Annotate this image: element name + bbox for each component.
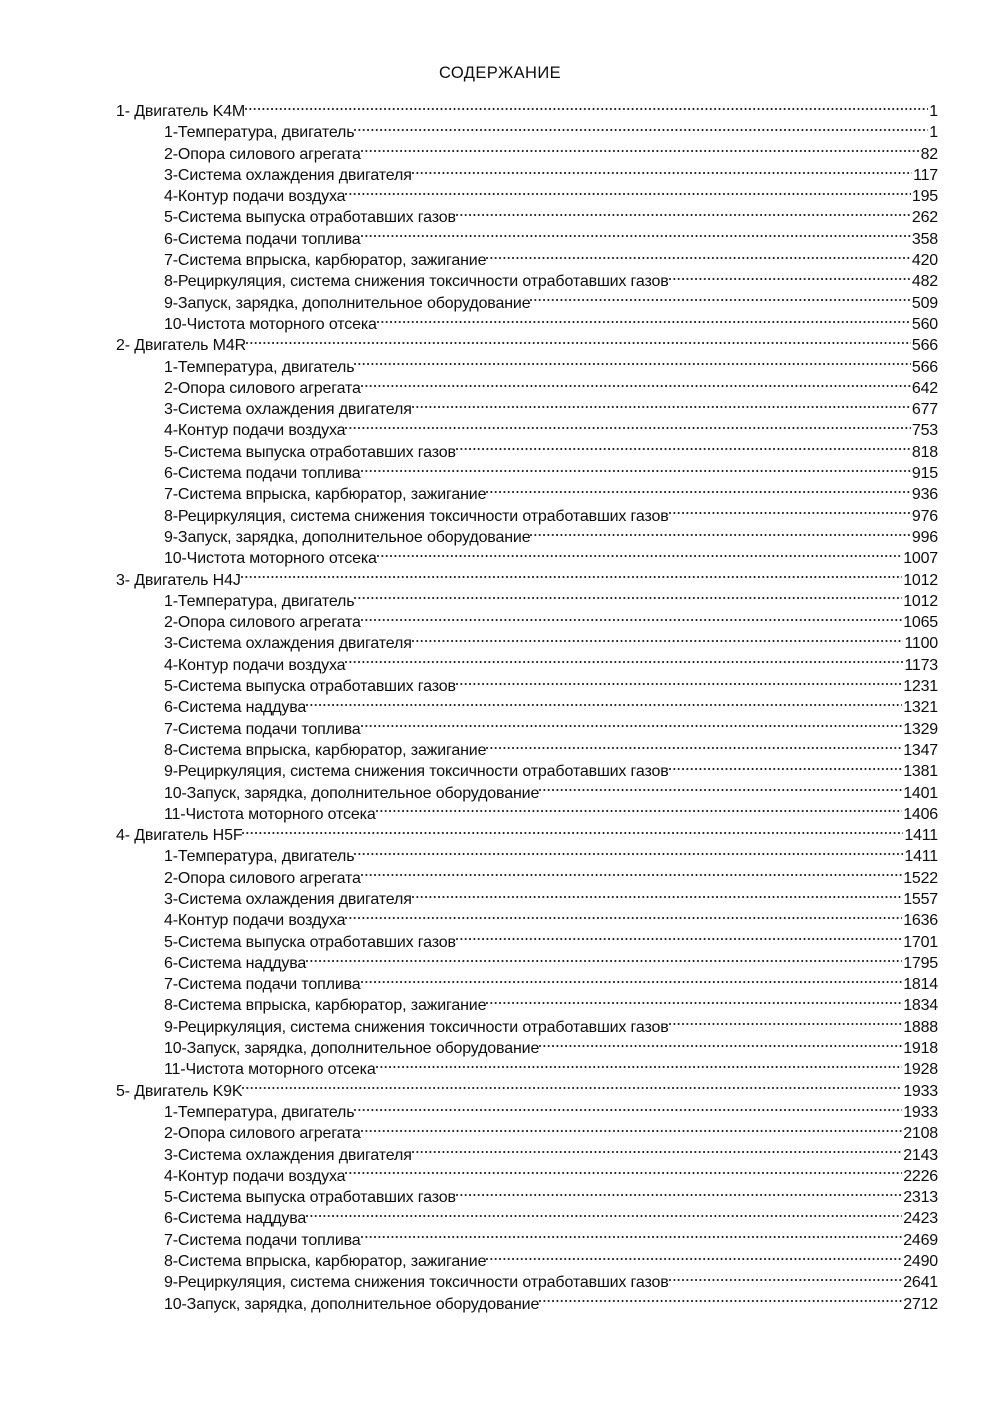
toc-entry-page-number: 195 — [911, 188, 938, 206]
toc-entry[interactable] — [0, 761, 1000, 782]
toc-entry-label: 5-Система выпуска отработавших газов — [164, 933, 456, 951]
toc-entry-label: 7-Система впрыска, карбюратор, зажигание — [164, 252, 487, 270]
toc-entry[interactable] — [0, 1123, 1000, 1144]
toc-entry-label: 9-Рециркуляция, система снижения токсичности отработавших газов — [164, 1018, 669, 1036]
toc-entry[interactable] — [0, 378, 1000, 399]
toc-entry-label: 1-Температура, двигатель — [164, 124, 355, 142]
toc-entry-page-number: 1012 — [903, 592, 938, 610]
toc-leader-dots — [377, 551, 902, 567]
toc-entry-label: 5-Система выпуска отработавших газов — [164, 443, 456, 461]
toc-entry-label: 2- Двигатель M4R — [116, 337, 246, 355]
toc-entry-page-number: 996 — [911, 528, 938, 546]
toc-leader-dots — [345, 423, 910, 439]
toc-leader-dots — [361, 381, 911, 397]
toc-entry[interactable] — [0, 868, 1000, 889]
toc-entry-label: 1-Температура, двигатель — [164, 848, 355, 866]
toc-entry-page-number: 1888 — [903, 1018, 938, 1036]
page-title: СОДЕРЖАНИЕ — [438, 64, 562, 82]
toc-leader-dots — [376, 1062, 903, 1078]
toc-leader-dots — [345, 657, 903, 673]
toc-entry-label: 9-Рециркуляция, система снижения токсичности отработавших газов — [164, 1274, 669, 1292]
toc-entry-label: 4- Двигатель H5F — [116, 827, 243, 845]
toc-leader-dots — [456, 1190, 902, 1206]
toc-entry[interactable] — [0, 1208, 1000, 1229]
toc-leader-dots — [245, 104, 928, 120]
toc-entry[interactable] — [0, 420, 1000, 441]
toc-entry-label: 3-Система охлаждения двигателя — [164, 166, 412, 184]
toc-entry-label: 2-Опора силового агрегата — [164, 379, 361, 397]
toc-entry[interactable] — [0, 165, 1000, 186]
toc-entry[interactable] — [0, 293, 1000, 314]
toc-entry-label: 10-Чистота моторного отсека — [164, 315, 377, 333]
toc-entry[interactable] — [0, 1059, 1000, 1080]
toc-entry-page-number: 976 — [911, 507, 938, 525]
toc-entry-page-number: 1918 — [903, 1040, 938, 1058]
toc-entry[interactable] — [0, 1017, 1000, 1038]
toc-leader-dots — [354, 593, 902, 609]
toc-leader-dots — [361, 1126, 902, 1142]
toc-entry-page-number: 2423 — [903, 1210, 938, 1228]
toc-entry[interactable] — [0, 357, 1000, 378]
toc-entry-label: 2-Опора силового агрегата — [164, 145, 361, 163]
toc-entry[interactable] — [0, 889, 1000, 910]
toc-entry-page-number: 566 — [911, 358, 938, 376]
toc-leader-dots — [354, 1105, 902, 1121]
toc-entry-page-number: 1795 — [903, 954, 938, 972]
toc-entry[interactable] — [0, 144, 1000, 165]
toc-entry-page-number: 1834 — [903, 997, 938, 1015]
toc-leader-dots — [669, 1019, 903, 1035]
toc-entry-page-number: 818 — [911, 443, 938, 461]
toc-leader-dots — [456, 210, 911, 226]
toc-entry-label: 3-Система охлаждения двигателя — [164, 890, 412, 908]
toc-entry-page-number: 1933 — [903, 1103, 938, 1121]
toc-leader-dots — [361, 870, 902, 886]
toc-entry[interactable] — [0, 1102, 1000, 1123]
toc-entry-label: 6-Система подачи топлива — [164, 465, 361, 483]
toc-leader-dots — [241, 572, 903, 588]
toc-leader-dots — [354, 125, 928, 141]
toc-entry-page-number: 915 — [911, 465, 938, 483]
toc-leader-dots — [456, 444, 911, 460]
toc-entry-label: 5-Система выпуска отработавших газов — [164, 1189, 456, 1207]
toc-leader-dots — [376, 806, 903, 822]
toc-leader-dots — [361, 977, 903, 993]
toc-entry-page-number: 2490 — [903, 1253, 938, 1271]
toc-entry-label: 7-Система подачи топлива — [164, 976, 361, 994]
toc-entry-label: 2-Опора силового агрегата — [164, 614, 361, 632]
toc-leader-dots — [242, 1083, 902, 1099]
toc-leader-dots — [539, 1296, 902, 1312]
toc-entry-page-number: 1411 — [904, 848, 938, 866]
toc-leader-dots — [306, 700, 902, 716]
toc-leader-dots — [669, 274, 911, 290]
toc-entry[interactable] — [0, 1145, 1000, 1166]
toc-leader-dots — [530, 295, 910, 311]
toc-leader-dots — [486, 998, 902, 1014]
toc-entry[interactable] — [0, 314, 1000, 335]
toc-entry[interactable] — [0, 1230, 1000, 1251]
toc-entry-page-number: 1928 — [903, 1061, 938, 1079]
toc-leader-dots — [361, 466, 911, 482]
toc-entry-label: 2-Опора силового агрегата — [164, 1125, 361, 1143]
toc-entry-label: 3- Двигатель H4J — [116, 571, 241, 589]
toc-entry-page-number: 1 — [929, 124, 938, 142]
toc-entry-page-number: 642 — [911, 379, 938, 397]
toc-entry[interactable] — [0, 442, 1000, 463]
toc-leader-dots — [456, 679, 902, 695]
toc-entry-label: 2-Опора силового агрегата — [164, 869, 361, 887]
toc-entry-page-number: 358 — [911, 230, 938, 248]
toc-leader-dots — [354, 849, 903, 865]
toc-entry[interactable] — [0, 271, 1000, 292]
toc-entry[interactable] — [0, 335, 1000, 356]
toc-entry-label: 6-Система наддува — [164, 1210, 307, 1228]
toc-entry-page-number: 2143 — [903, 1146, 938, 1164]
toc-leader-dots — [669, 764, 903, 780]
toc-entry-label: 4-Контур подачи воздуха — [164, 1167, 346, 1185]
toc-entry-page-number: 677 — [911, 401, 938, 419]
toc-leader-dots — [377, 317, 911, 333]
toc-entry-label: 10-Запуск, зарядка, дополнительное оборудование — [164, 1040, 540, 1058]
toc-entry-page-number: 1329 — [903, 720, 938, 738]
toc-entry[interactable] — [0, 719, 1000, 740]
toc-entry-page-number: 82 — [920, 145, 938, 163]
toc-entry[interactable] — [0, 1251, 1000, 1272]
toc-entry-page-number: 936 — [911, 486, 938, 504]
toc-entry-label: 6-Система подачи топлива — [164, 230, 361, 248]
toc-entry[interactable] — [0, 1081, 1000, 1102]
toc-entry[interactable] — [0, 548, 1000, 569]
toc-leader-dots — [361, 146, 920, 162]
toc-leader-dots — [486, 1254, 902, 1270]
toc-leader-dots — [306, 956, 902, 972]
toc-entry[interactable] — [0, 676, 1000, 697]
toc-entry-page-number: 2226 — [903, 1167, 938, 1185]
toc-entry-page-number: 1173 — [904, 656, 938, 674]
toc-entry-page-number: 1 — [929, 103, 938, 120]
toc-entry-page-number: 1381 — [903, 763, 938, 781]
toc-entry-page-number: 1701 — [903, 933, 938, 951]
toc-entry-label: 8-Система впрыска, карбюратор, зажигание — [164, 741, 487, 759]
toc-entry[interactable] — [0, 506, 1000, 527]
toc-entry-label: 5- Двигатель K9K — [116, 1082, 243, 1100]
toc-entry[interactable] — [0, 846, 1000, 867]
toc-leader-dots — [246, 338, 911, 354]
toc-leader-dots — [412, 168, 912, 184]
toc-entry-page-number: 262 — [911, 209, 938, 227]
toc-entry-page-number: 420 — [911, 252, 938, 270]
toc-entry-page-number: 1012 — [903, 571, 938, 589]
toc-entry[interactable] — [0, 250, 1000, 271]
toc-entry-label: 4-Контур подачи воздуха — [164, 422, 346, 440]
toc-entry[interactable] — [0, 1294, 1000, 1315]
toc-leader-dots — [412, 402, 911, 418]
toc-leader-dots — [530, 530, 910, 546]
toc-entry-label: 3-Система охлаждения двигателя — [164, 1146, 412, 1164]
toc-entry-page-number: 753 — [911, 422, 938, 440]
toc-entry-page-number: 117 — [913, 166, 938, 184]
toc-entry-page-number: 509 — [911, 294, 938, 312]
toc-entry-page-number: 2108 — [903, 1125, 938, 1143]
toc-leader-dots — [412, 636, 904, 652]
toc-leader-dots — [456, 934, 902, 950]
toc-leader-dots — [242, 828, 903, 844]
toc-entry-page-number: 1411 — [904, 827, 938, 845]
toc-entry-label: 1-Температура, двигатель — [164, 1103, 355, 1121]
toc-entry-label: 4-Контур подачи воздуха — [164, 656, 346, 674]
toc-entry-label: 9-Запуск, зарядка, дополнительное оборудование — [164, 294, 531, 312]
toc-entry-label: 8-Рециркуляция, система снижения токсичности отработавших газов — [164, 273, 669, 291]
toc-entry-page-number: 1321 — [903, 699, 938, 717]
toc-entry-page-number: 1406 — [903, 805, 938, 823]
toc-entry[interactable] — [0, 612, 1000, 633]
toc-entry-page-number: 1007 — [903, 550, 938, 568]
toc-leader-dots — [669, 1275, 903, 1291]
toc-leader-dots — [361, 721, 903, 737]
toc-leader-dots — [361, 231, 911, 247]
toc-entry-label: 8-Система впрыска, карбюратор, зажигание — [164, 1253, 487, 1271]
toc-entry[interactable] — [0, 633, 1000, 654]
toc-entry-page-number: 2712 — [903, 1295, 938, 1313]
toc-entry-label: 10-Запуск, зарядка, дополнительное оборудование — [164, 1295, 540, 1313]
toc-entry-label: 1- Двигатель K4M — [116, 103, 246, 120]
toc-entry[interactable] — [0, 1038, 1000, 1059]
toc-leader-dots — [486, 253, 911, 269]
table-of-contents — [0, 101, 1000, 1315]
toc-entry-label: 5-Система выпуска отработавших газов — [164, 209, 456, 227]
toc-entry-page-number: 2641 — [903, 1274, 938, 1292]
toc-entry[interactable] — [0, 1187, 1000, 1208]
toc-entry-label: 11-Чистота моторного отсека — [164, 1061, 376, 1079]
toc-entry-label: 3-Система охлаждения двигателя — [164, 401, 412, 419]
toc-entry-page-number: 1814 — [903, 976, 938, 994]
toc-entry-label: 8-Рециркуляция, система снижения токсичности отработавших газов — [164, 507, 669, 525]
toc-entry-page-number: 560 — [911, 315, 938, 333]
toc-leader-dots — [539, 785, 902, 801]
toc-entry-label: 4-Контур подачи воздуха — [164, 912, 346, 930]
toc-entry-label: 11-Чистота моторного отсека — [164, 805, 376, 823]
toc-entry[interactable] — [0, 591, 1000, 612]
toc-entry-page-number: 1100 — [904, 635, 938, 653]
toc-entry-page-number: 566 — [911, 337, 938, 355]
toc-entry[interactable] — [0, 229, 1000, 250]
toc-entry-label: 10-Запуск, зарядка, дополнительное оборудование — [164, 784, 540, 802]
toc-entry[interactable] — [0, 399, 1000, 420]
toc-entry-label: 7-Система подачи топлива — [164, 720, 361, 738]
toc-entry[interactable] — [0, 122, 1000, 143]
toc-leader-dots — [669, 508, 911, 524]
toc-entry-label: 1-Температура, двигатель — [164, 358, 355, 376]
toc-entry[interactable] — [0, 825, 1000, 846]
toc-entry-label: 1-Температура, двигатель — [164, 592, 355, 610]
toc-entry[interactable] — [0, 804, 1000, 825]
toc-entry-page-number: 1933 — [903, 1082, 938, 1100]
toc-entry-page-number: 2469 — [903, 1231, 938, 1249]
toc-entry[interactable] — [0, 974, 1000, 995]
toc-leader-dots — [486, 487, 911, 503]
toc-leader-dots — [539, 1041, 902, 1057]
toc-entry-label: 7-Система впрыска, карбюратор, зажигание — [164, 486, 487, 504]
toc-entry[interactable] — [0, 1166, 1000, 1187]
toc-entry-page-number: 482 — [911, 273, 938, 291]
toc-entry-label: 4-Контур подачи воздуха — [164, 188, 346, 206]
toc-leader-dots — [361, 1232, 903, 1248]
toc-entry-page-number: 1347 — [903, 741, 938, 759]
toc-entry[interactable] — [0, 910, 1000, 931]
toc-leader-dots — [345, 913, 902, 929]
toc-entry-label: 6-Система наддува — [164, 699, 307, 717]
toc-entry[interactable] — [0, 570, 1000, 591]
toc-entry[interactable] — [0, 463, 1000, 484]
toc-entry[interactable] — [0, 932, 1000, 953]
toc-entry[interactable] — [0, 655, 1000, 676]
toc-entry-label: 10-Чистота моторного отсека — [164, 550, 377, 568]
toc-leader-dots — [354, 359, 910, 375]
toc-leader-dots — [345, 189, 910, 205]
toc-entry[interactable] — [0, 783, 1000, 804]
toc-entry[interactable] — [0, 1272, 1000, 1293]
toc-leader-dots — [306, 1211, 902, 1227]
toc-entry[interactable] — [0, 207, 1000, 228]
toc-entry-label: 6-Система наддува — [164, 954, 307, 972]
toc-entry-label: 9-Рециркуляция, система снижения токсичности отработавших газов — [164, 763, 669, 781]
toc-leader-dots — [361, 615, 902, 631]
toc-entry[interactable] — [0, 995, 1000, 1016]
toc-entry[interactable] — [0, 527, 1000, 548]
toc-entry-page-number: 1522 — [903, 869, 938, 887]
toc-leader-dots — [412, 892, 902, 908]
toc-entry-page-number: 2313 — [903, 1189, 938, 1207]
toc-entry-label: 5-Система выпуска отработавших газов — [164, 678, 456, 696]
toc-entry[interactable] — [0, 484, 1000, 505]
toc-leader-dots — [486, 743, 902, 759]
toc-leader-dots — [412, 1147, 902, 1163]
toc-entry-page-number: 1231 — [903, 678, 938, 696]
toc-entry[interactable] — [0, 101, 1000, 122]
toc-entry[interactable] — [0, 740, 1000, 761]
toc-entry[interactable] — [0, 697, 1000, 718]
toc-entry-label: 9-Запуск, зарядка, дополнительное оборудование — [164, 528, 531, 546]
toc-entry[interactable] — [0, 953, 1000, 974]
toc-entry-page-number: 1557 — [903, 890, 938, 908]
toc-entry-label: 7-Система подачи топлива — [164, 1231, 361, 1249]
toc-entry-page-number: 1636 — [903, 912, 938, 930]
toc-entry-page-number: 1065 — [903, 614, 938, 632]
toc-entry-label: 3-Система охлаждения двигателя — [164, 635, 412, 653]
toc-leader-dots — [345, 1168, 902, 1184]
toc-entry-page-number: 1401 — [903, 784, 938, 802]
toc-entry-label: 8-Система впрыска, карбюратор, зажигание — [164, 997, 487, 1015]
toc-entry[interactable] — [0, 186, 1000, 207]
